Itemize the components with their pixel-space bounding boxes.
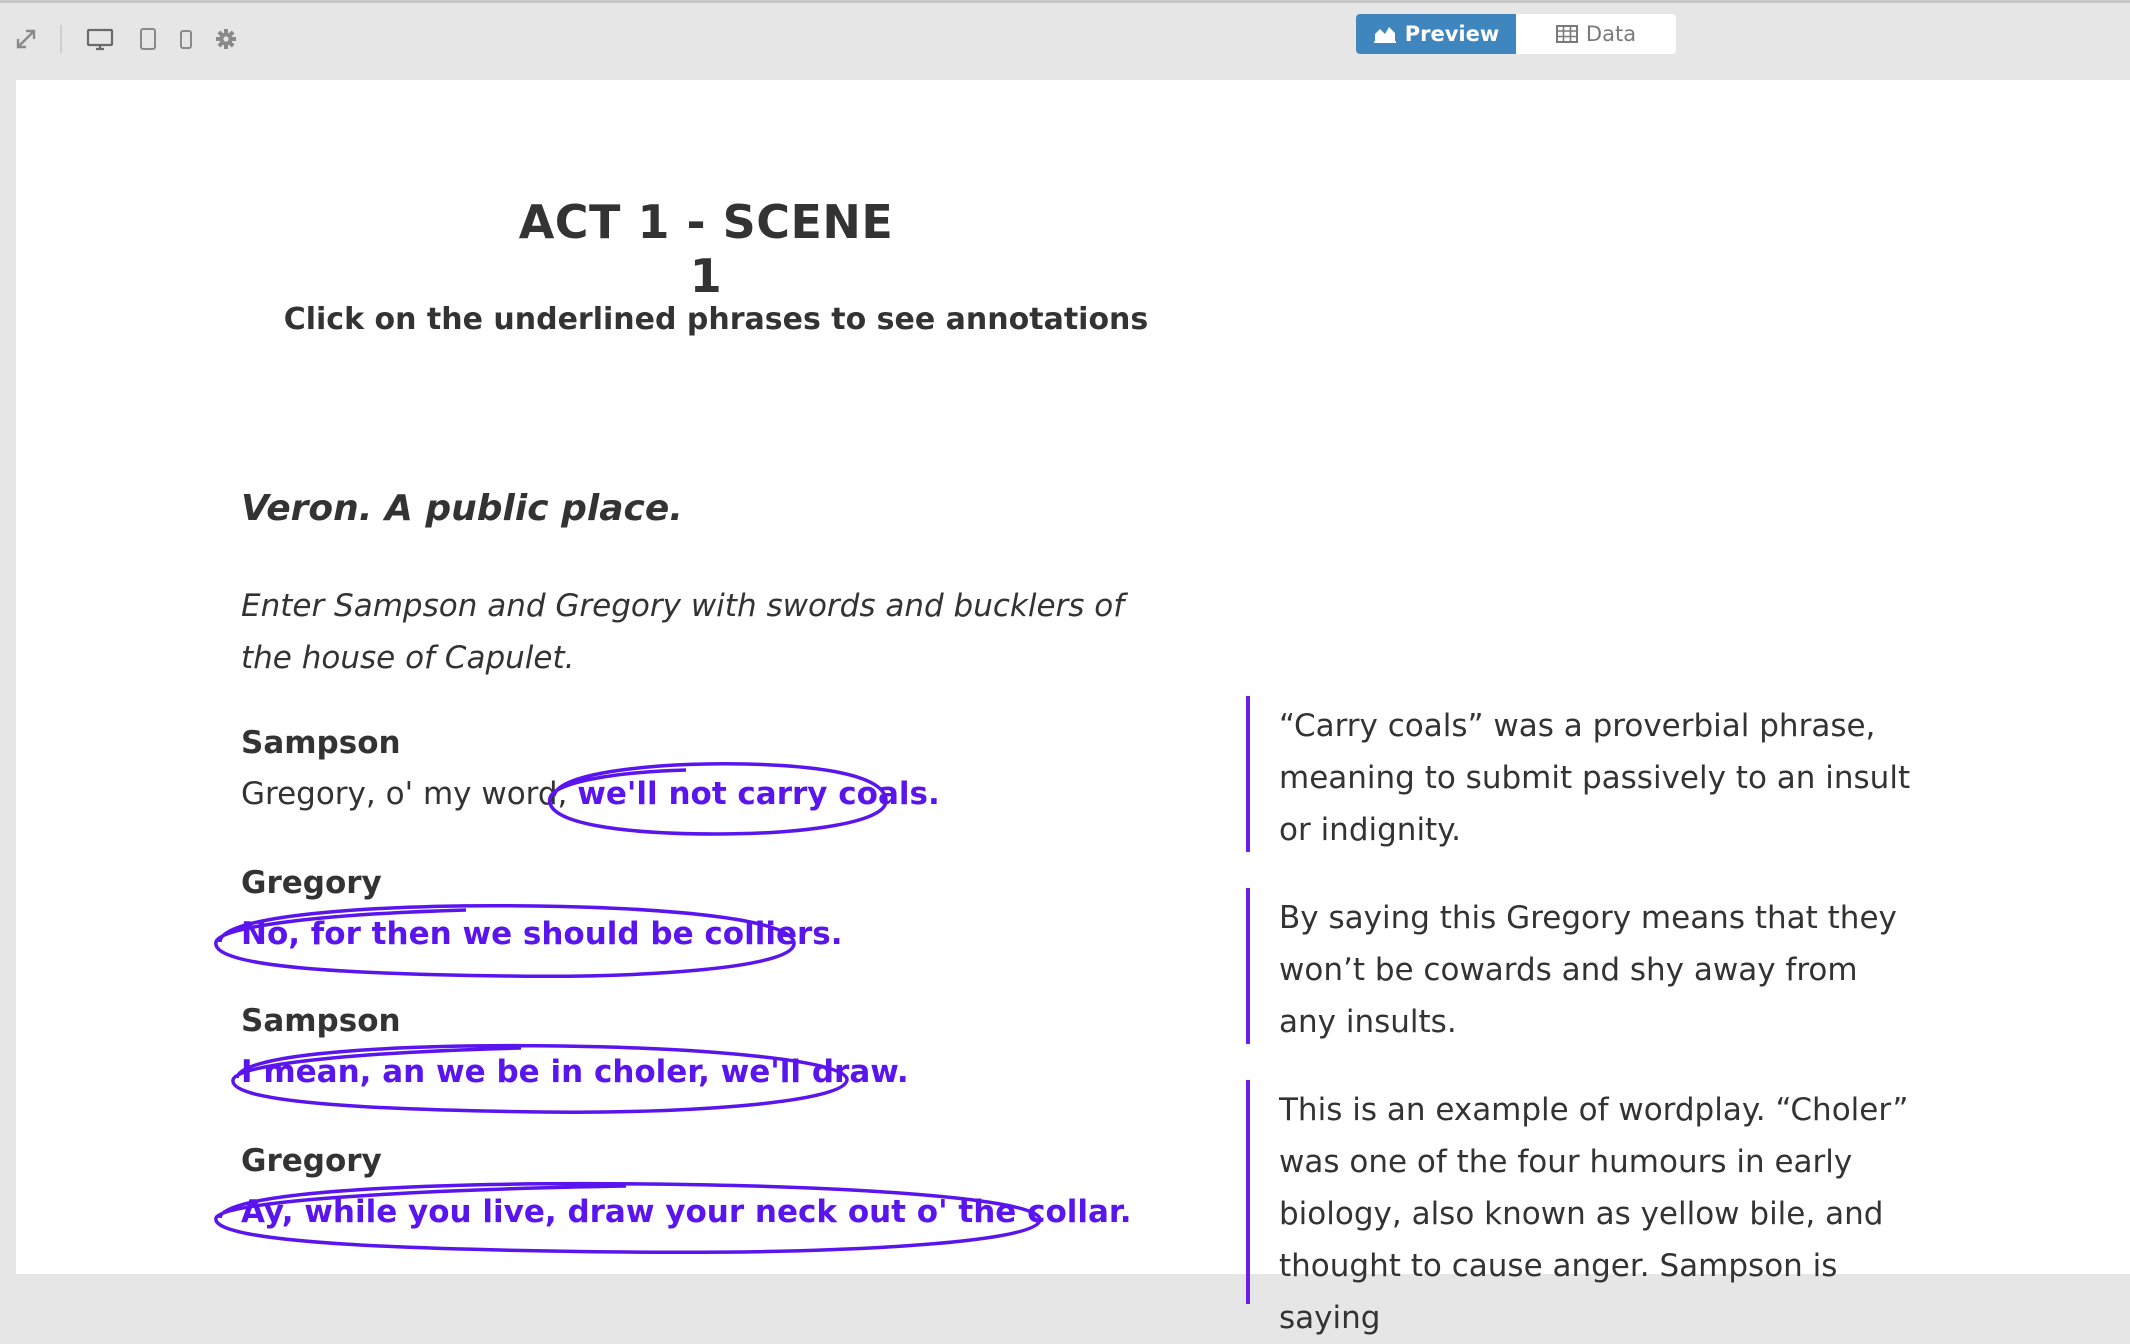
scene-place: Veron. A public place.: [241, 488, 683, 529]
annotation-note: By saying this Gregory means that they won’t be cowards and shy away from any insults.: [1246, 888, 1919, 1044]
phone-icon[interactable]: [178, 27, 194, 51]
annotated-phrase[interactable]: I mean, an we be in choler, we'll draw.: [241, 1054, 909, 1090]
annotation-note: This is an example of wordplay. “Choler” was one of the four humours in early biology, also known as yellow bile, and thought to cause anger. Sampson is saying: [1246, 1080, 1919, 1304]
table-icon: [1556, 25, 1578, 43]
gear-icon[interactable]: [214, 27, 238, 51]
annotated-phrase[interactable]: Ay, while you live, draw your neck out o' the collar.: [241, 1194, 1132, 1230]
annotation-note: “Carry coals” was a proverbial phrase, meaning to submit passively to an insult or indignity.: [1246, 696, 1919, 852]
content-panel: [16, 80, 2130, 1336]
dialogue-text: Gregory, o' my word,: [241, 776, 578, 812]
desktop-icon[interactable]: [86, 27, 114, 51]
page-subtitle: Click on the underlined phrases to see annotations: [283, 302, 1149, 337]
preview-button[interactable]: [1356, 14, 1516, 54]
speaker-name: Sampson: [241, 1003, 401, 1039]
dialogue-line: [241, 776, 940, 812]
view-toggle: [1356, 14, 1676, 54]
speaker-name: Gregory: [241, 1143, 382, 1179]
preview-label: Preview: [1404, 22, 1500, 46]
dialogue-line: [241, 1194, 1132, 1230]
speaker-name: Gregory: [241, 865, 382, 901]
annotated-phrase[interactable]: No, for then we should be colliers.: [241, 916, 843, 952]
dialogue-line: [241, 916, 843, 952]
dialogue-line: [241, 1054, 909, 1090]
expand-icon[interactable]: [14, 27, 38, 51]
toolbar: [0, 3, 2130, 63]
toolbar-separator: [60, 25, 62, 53]
page-title: ACT 1 - SCENE 1: [518, 195, 894, 303]
stage-direction: Enter Sampson and Gregory with swords and bucklers of the house of Capulet.: [241, 588, 1125, 676]
data-label: Data: [1585, 22, 1637, 46]
data-button[interactable]: [1516, 14, 1676, 54]
speaker-name: Sampson: [241, 725, 401, 761]
area-chart-icon: [1373, 24, 1397, 44]
tablet-icon[interactable]: [138, 27, 158, 51]
annotated-phrase[interactable]: we'll not carry coals.: [577, 776, 940, 812]
